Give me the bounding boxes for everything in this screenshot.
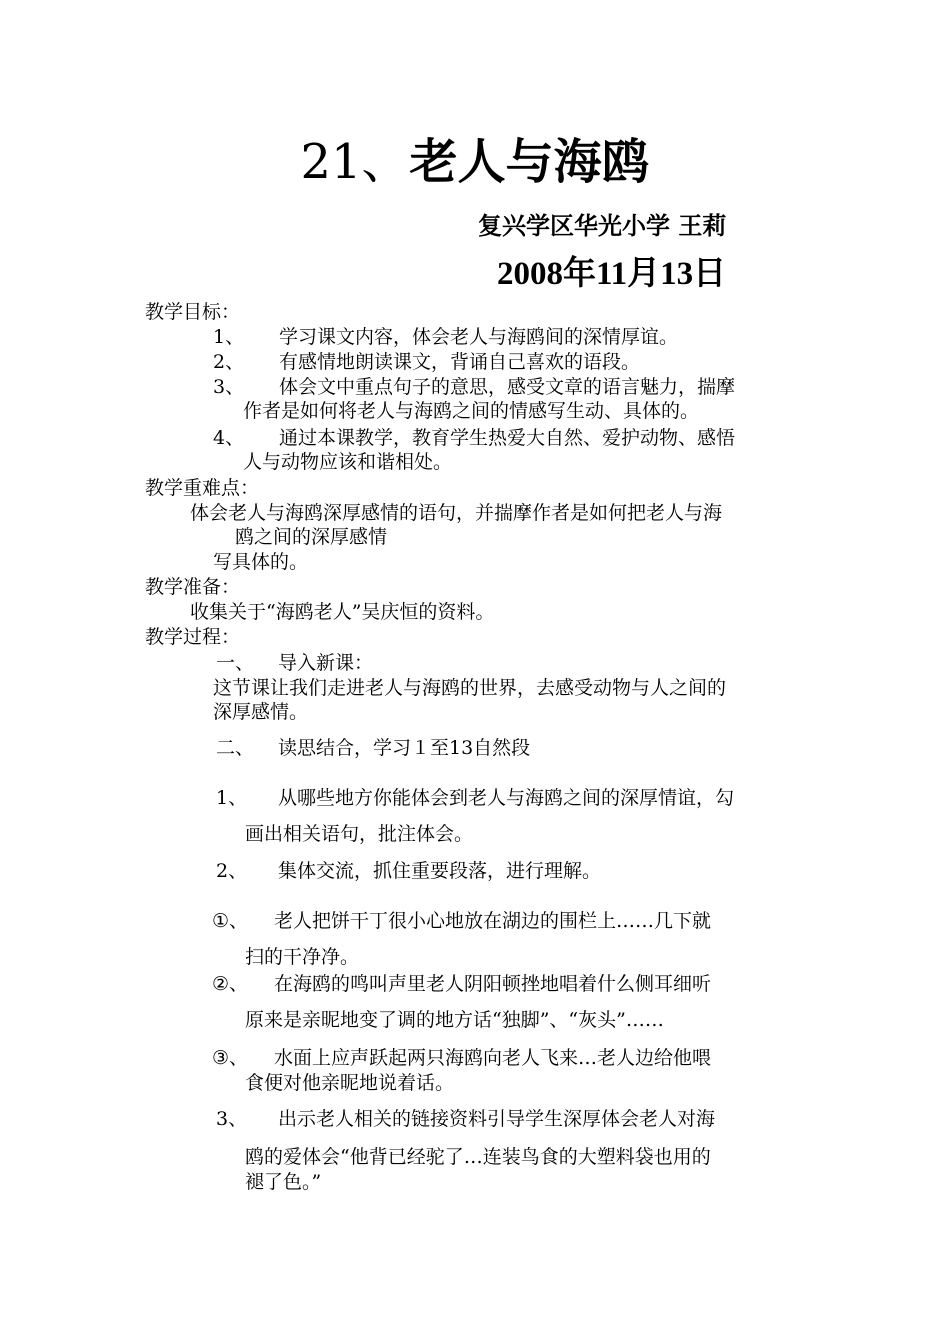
point-text: 水面上应声跃起两只海鸥向老人飞来…老人边给他喂 [274,1047,712,1069]
objectives-heading: 教学目标： [145,301,241,323]
objective-item-2 [213,350,640,374]
preparation-text: 收集关于“海鸥老人”吴庆恒的资料。 [190,601,495,623]
objective-text: 学习课文内容，体会老人与海鸥间的深情厚谊。 [279,326,679,348]
step-text: 出示老人相关的链接资料引导学生深厚体会老人对海 [278,1108,716,1130]
section-number: 二、 [216,737,255,759]
step-3-continued-2: 褪了色。” [245,1171,322,1193]
point-1 [212,909,711,933]
preparation-heading: 教学准备： [145,576,241,598]
objective-item-3 [213,375,735,399]
author-line: 复兴学区华光小学 王莉 [478,212,727,240]
point-3 [212,1046,711,1070]
section-2-heading [216,736,530,760]
objective-number: 2、 [213,351,245,373]
step-number: 3、 [216,1108,248,1130]
key-points-text-line-3: 写具体的。 [213,551,309,573]
objective-item-4-continued: 人与动物应该和谐相处。 [243,451,453,473]
objective-text: 体会文中重点句子的意思，感受文章的语言魅力，揣摩 [279,376,736,398]
objective-number: 1、 [213,326,245,348]
objective-item-1 [213,325,678,349]
title-text: 老人与海鸥 [409,134,650,190]
step-3-continued-1: 鸥的爱体会“他背已经驼了…连装鸟食的大塑料袋也用的 [245,1146,711,1168]
point-2-continued: 原来是亲昵地变了调的地方话“独脚”、“灰头”…… [245,1009,664,1031]
step-text: 从哪些地方你能体会到老人与海鸥之间的深厚情谊，勾 [278,787,735,809]
point-text: 老人把饼干丁很小心地放在湖边的围栏上……几下就 [274,910,712,932]
step-text: 集体交流，抓住重要段落，进行理解。 [278,860,602,882]
key-points-heading: 教学重难点： [145,477,260,499]
point-number: ③、 [212,1047,249,1069]
section-1-heading [216,651,373,675]
point-text: 在海鸥的鸣叫声里老人阴阳顿挫地唱着什么侧耳细听 [274,973,712,995]
key-points-text-line-1: 体会老人与海鸥深厚感情的语句，并揣摩作者是如何把老人与海 [190,502,723,524]
point-number: ②、 [212,973,249,995]
step-number: 1、 [216,787,248,809]
step-3 [216,1107,715,1131]
date-line: 2008年11月13日 [497,256,727,292]
step-2 [216,859,601,883]
point-2 [212,972,711,996]
section-title: 读思结合，学习１至13自然段 [278,737,531,759]
document-title [0,130,950,194]
title-number: 21、 [300,134,410,190]
step-number: 2、 [216,860,248,882]
section-title: 导入新课： [278,652,374,674]
key-points-text-line-2: 鸥之间的深厚感情 [235,526,388,548]
objective-number: 4、 [213,427,245,449]
step-1-continued: 画出相关语句，批注体会。 [245,823,474,845]
section-1-text-line-2: 深厚感情。 [213,701,309,723]
section-number: 一、 [216,652,255,674]
objective-item-3-continued: 作者是如何将老人与海鸥之间的情感写生动、具体的。 [243,400,700,422]
objective-text: 有感情地朗读课文，背诵自己喜欢的语段。 [279,351,641,373]
objective-item-4 [213,426,735,450]
point-number: ①、 [212,910,249,932]
point-3-continued: 食便对他亲昵地说着话。 [245,1072,455,1094]
point-1-continued: 扫的干净净。 [245,946,360,968]
process-heading: 教学过程： [145,626,241,648]
objective-number: 3、 [213,376,245,398]
section-1-text-line-1: 这节课让我们走进老人与海鸥的世界，去感受动物与人之间的 [213,677,727,699]
step-1 [216,786,734,810]
objective-text: 通过本课教学，教育学生热爱大自然、爱护动物、感悟 [279,427,736,449]
